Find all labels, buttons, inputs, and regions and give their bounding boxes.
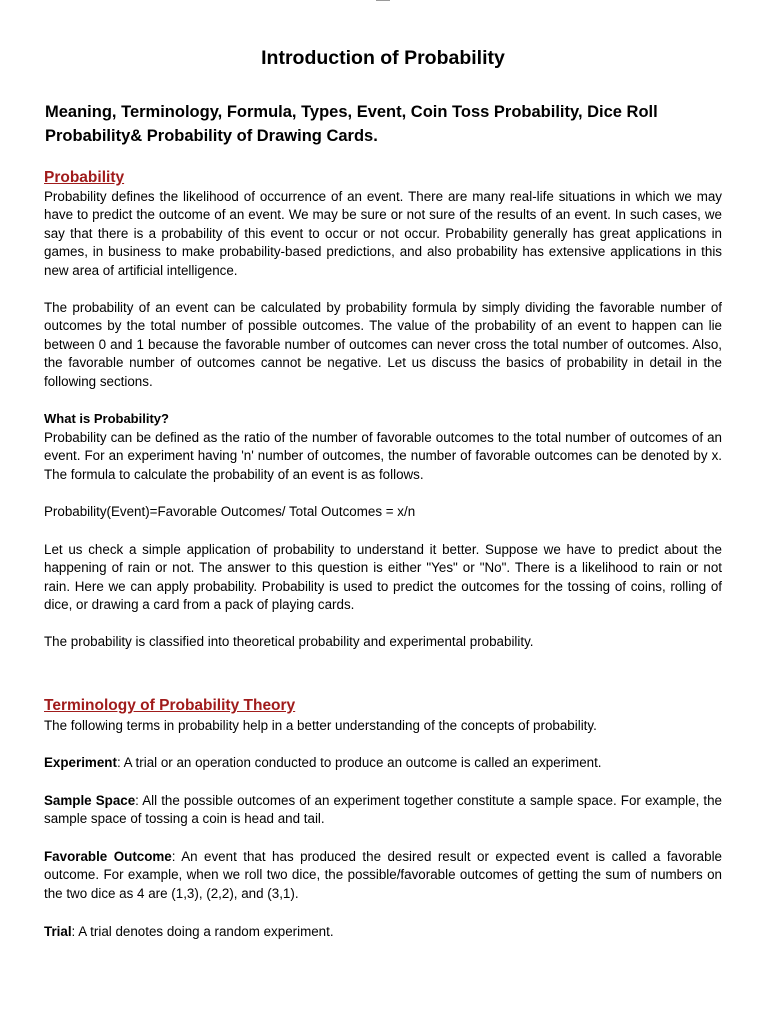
paragraph-probability-intro: Probability defines the likelihood of occurrence of an event. There are many real-life situations in which we may have to predict the outcome of an event. We may be sure or not sure of the results of an event. In such cases, we say that there is a probability of this event to occur or not occur. Probability generally has great applications in games, in business to make probability-based predictions, and also probability has extensive applications in this new area of artificial intelligence.: [44, 189, 722, 278]
term-text: : All the possible outcomes of an experiment together constitute a sample space. For example, the sample space of tossing a coin is head and tail.: [44, 793, 722, 827]
probability-formula: Probability(Event)=Favorable Outcomes/ Total Outcomes = x/n: [44, 504, 416, 519]
paragraph-terminology-intro: The following terms in probability help in a better understanding of the concepts of probability.: [44, 718, 597, 733]
page-subtitle: Meaning, Terminology, Formula, Types, Event, Coin Toss Probability, Dice Roll Probability& Probability of Drawing Cards.: [45, 103, 658, 145]
subheading-what-is-probability: What is Probability?: [44, 411, 169, 426]
page-title: Introduction of Probability: [261, 47, 505, 69]
term-definition-experiment: [44, 754, 722, 772]
paragraph-probability-classification: The probability is classified into theoretical probability and experimental probability.: [44, 634, 534, 649]
term-label: Experiment: [44, 755, 117, 770]
term-definition-favorable-outcome: [44, 848, 722, 903]
term-label: Sample Space: [44, 793, 136, 808]
paragraph-probability-application: Let us check a simple application of probability to understand it better. Suppose we have to predict about the happening of rain or not. The answer to this question is either "Yes" or "No". There is a likelihood to rain or not rain. Here we can apply probability. Probability is used to predict the outcomes for the tossing of coins, rolling of dice, or drawing a card from a pack of playing cards.: [44, 542, 722, 613]
term-definition-sample-space: [44, 792, 722, 829]
term-label: Trial: [44, 924, 72, 939]
paragraph-probability-definition: Probability can be defined as the ratio of the number of favorable outcomes to the total number of outcomes of an event. For an experiment having 'n' number of outcomes, the number of favorable outcomes can be denoted by x. The formula to calculate the probability of an event is as follows.: [44, 430, 722, 482]
paragraph-probability-calculation: The probability of an event can be calculated by probability formula by simply dividing the favorable number of outcomes by the total number of possible outcomes. The value of the probability of an event to happen can lie between 0 and 1 because the favorable number of outcomes can never cross the total number of outcomes. Also, the favorable number of outcomes cannot be negative. Let us discuss the basics of probability in detail in the following sections.: [44, 300, 722, 389]
term-definition-trial: [44, 923, 722, 941]
section-heading-probability: Probability: [44, 169, 125, 186]
page-top-mark: [376, 0, 390, 1]
term-label: Favorable Outcome: [44, 849, 172, 864]
term-text: : A trial or an operation conducted to produce an outcome is called an experiment.: [116, 755, 602, 770]
term-text: : An event that has produced the desired result or expected event is called a favorable outcome. For example, when we roll two dice, the possible/favorable outcomes of getting the sum of numbers on the two dice as 4 are (1,3), (2,2), and (3,1).: [44, 849, 723, 901]
section-heading-terminology: Terminology of Probability Theory: [44, 697, 296, 714]
term-text: : A trial denotes doing a random experiment.: [71, 924, 334, 939]
